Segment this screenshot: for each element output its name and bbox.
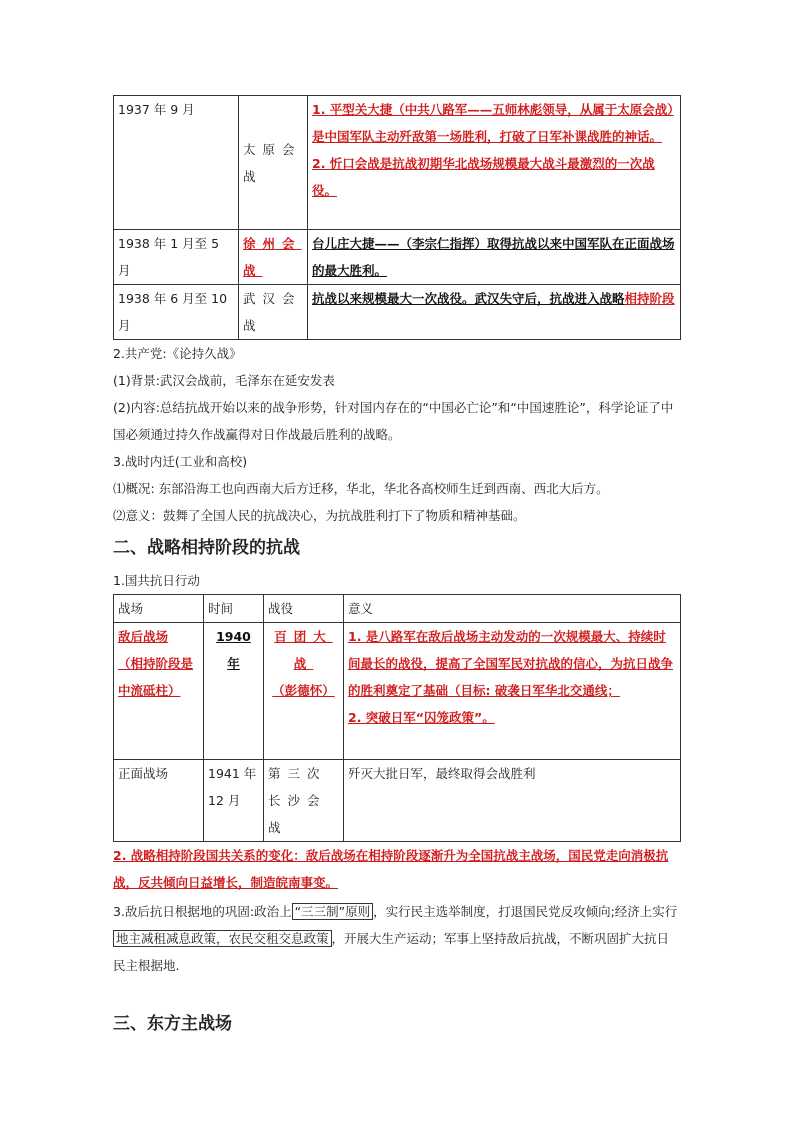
table-row — [114, 230, 681, 285]
significance-cell — [308, 285, 681, 340]
heading-strategic-stalemate: 二、战略相持阶段的抗战 — [113, 538, 300, 558]
relation-change: 2. 战略相持阶段国共关系的变化：敌后战场在相持阶段逐渐升为全国抗战主战场，国民党走向消极抗战，反共倾向日益增长，制造皖南事变。 — [113, 848, 669, 890]
table-row — [114, 623, 681, 760]
meaning-cell — [344, 623, 681, 760]
meaning-1: 1. 是八路军在敌后战场主动发动的一次规模最大、持续时间最长的战役，提高了全国军民对抗战的信心，为抗日战争的胜利奠定了基础（目标: 破袭日军华北交通线； — [348, 629, 674, 698]
header-battle: 战役 — [264, 595, 344, 623]
base-economy: ，实行民主选举制度，打退国民党反攻倾向;经济上实行 — [373, 904, 678, 919]
field-cell: 正面战场 — [114, 760, 204, 842]
significance-text: 台儿庄大捷——（李宗仁指挥）取得抗战以来中国军队在正面战场的最大胜利。 — [312, 236, 675, 278]
battle-name: 百团大战 — [274, 629, 333, 671]
header-meaning: 意义 — [344, 595, 681, 623]
table-row — [114, 96, 681, 230]
section-3-overview: ⑴概况: 东部沿海工也向西南大后方迁移，华北，华北各高校师生迁到西南、西北大后方。 — [113, 481, 609, 496]
table-header-row — [114, 595, 681, 623]
date-cell: 1938 年 6 月至 10 月 — [114, 285, 239, 340]
battle-table-2 — [113, 594, 681, 842]
header-time: 时间 — [204, 595, 264, 623]
field-cell — [114, 623, 204, 760]
header-field: 战场 — [114, 595, 204, 623]
battle-name: 第三次长沙会战 — [268, 766, 327, 835]
battle-name: 太原会战 — [243, 141, 302, 184]
field-name: 敌后战场 — [118, 629, 169, 644]
meaning-2: 2. 突破日军“囚笼政策”。 — [348, 710, 495, 725]
significance-2: 2. 忻口会战是抗战初期华北战场规模最大战斗最激烈的一次战役。 — [312, 156, 655, 198]
significance-cell — [308, 230, 681, 285]
battle-cell — [264, 623, 344, 760]
table-row — [114, 760, 681, 842]
significance-highlight: 相持阶段 — [624, 291, 675, 306]
date-cell: 1937 年 9 月 — [114, 96, 239, 230]
section-2-title: 2.共产党:《论持久战》 — [113, 346, 242, 361]
significance-text: 抗战以来规模最大一次战役。武汉失守后，抗战进入战略 — [312, 291, 625, 306]
table-row — [114, 285, 681, 340]
section-2-content: (2)内容:总结抗战开始以来的战争形势，针对国内存在的“中国必亡论”和“中国速胜论”，科学论证了中国必须通过持久作战赢得对日作战最后胜利的战略。 — [113, 400, 674, 442]
page — [113, 95, 681, 1039]
section-3-title: 3.战时内迁(工业和高校) — [113, 454, 248, 469]
three-thirds-box: “三三制”原则 — [292, 903, 373, 920]
battle-cell — [239, 285, 308, 340]
section-2-background: (1)背景:武汉会战前，毛泽东在延安发表 — [113, 373, 335, 388]
significance-1: 1. 平型关大捷（中共八路军——五师林彪领导，从属于太原会战）是中国军队主动歼敌第一场胜利，打破了日军补课战胜的神话。 — [312, 102, 674, 144]
base-politics: 3.敌后抗日根据地的巩固:政治上 — [113, 904, 292, 919]
battle-name: 武汉会战 — [243, 291, 302, 333]
battle-cell — [239, 230, 308, 285]
section-3-meaning: ⑵意义：鼓舞了全国人民的抗战决心，为抗战胜利打下了物质和精神基础。 — [113, 508, 526, 523]
time-text: 1940 年 — [216, 629, 251, 671]
base-consolidation — [113, 898, 681, 979]
heading-eastern-battlefield: 三、东方主战场 — [113, 1014, 232, 1034]
time-cell: 1941 年 12 月 — [204, 760, 264, 842]
base-military: ，开展大生产运动；军事上坚持敌后抗战，不断巩固扩大抗日民主根据地. — [113, 931, 670, 973]
battle-cell — [264, 760, 344, 842]
rent-policy-box: 地主减租减息政策，农民交租交息政策 — [113, 930, 332, 947]
battle-cell — [239, 96, 308, 230]
battle-commander: （彭德怀） — [272, 683, 335, 698]
subheading-joint-action: 1.国共抗日行动 — [113, 573, 200, 588]
time-cell — [204, 623, 264, 760]
battle-table-1 — [113, 95, 681, 340]
significance-cell — [308, 96, 681, 230]
date-cell: 1938 年 1 月至 5 月 — [114, 230, 239, 285]
field-note: （相持阶段是中流砥柱） — [118, 656, 194, 698]
meaning-cell: 歼灭大批日军，最终取得会战胜利 — [344, 760, 681, 842]
battle-name: 徐州会战 — [243, 236, 302, 278]
